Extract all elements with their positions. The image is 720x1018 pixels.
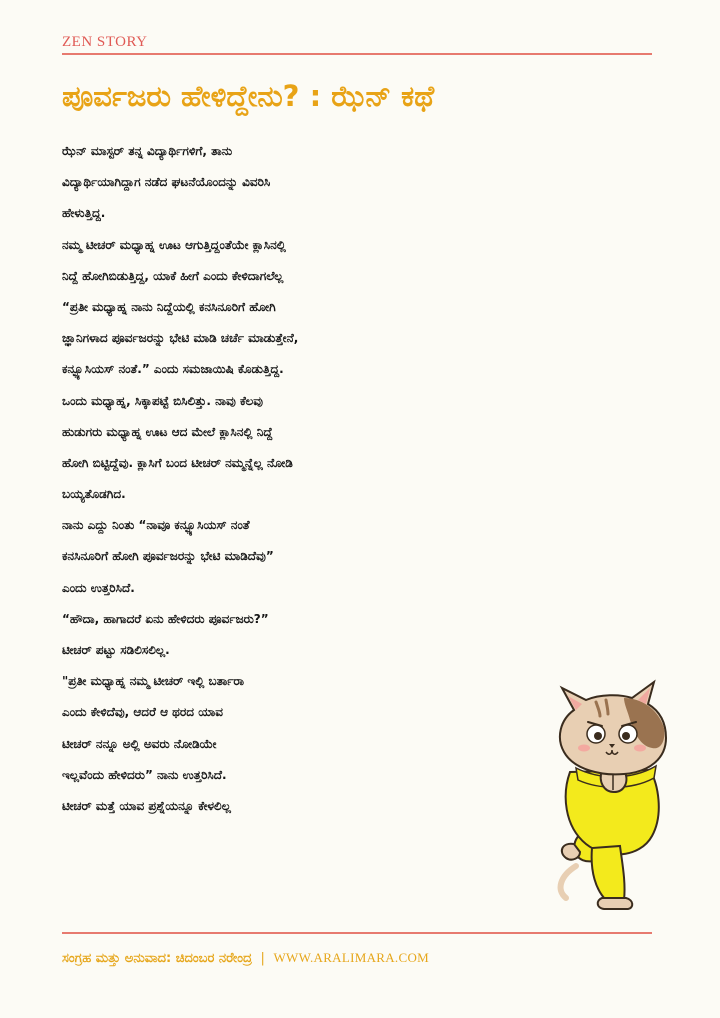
story-line: ಬಯ್ಯತೊಡಗಿದ. — [62, 487, 126, 502]
story-line: ಹೇಳುತ್ತಿದ್ದ. — [62, 206, 106, 221]
story-line: ಒಂದು ಮಧ್ಯಾಹ್ನ, ಸಿಕ್ಕಾಪಟ್ಟೆ ಬಿಸಿಲಿತ್ತು. ನಾವು ಕೆಲವು — [62, 393, 264, 408]
footer-website-link[interactable]: WWW.ARALIMARA.COM — [273, 950, 429, 965]
story-line: ಟೀಚರ್ ನನ್ನೂ ಅಲ್ಲಿ ಅವರು ನೋಡಿಯೇ — [62, 736, 217, 751]
story-line: ವಿದ್ಯಾರ್ಥಿಯಾಗಿದ್ದಾಗ ನಡೆದ ಘಟನೆಯೊಂದನ್ನು ವಿವರಿಸಿ — [62, 175, 271, 190]
story-line: "ಪ್ರತೀ ಮಧ್ಯಾಹ್ನ ನಮ್ಮ ಟೀಚರ್ ಇಲ್ಲಿ ಬರ್ತಾರಾ — [62, 674, 245, 689]
story-line: ಇಲ್ಲವೆಂದು ಹೇಳಿದರು” ನಾನು ಉತ್ತರಿಸಿದೆ. — [62, 767, 227, 782]
story-line: ನಾನು ಎದ್ದು ನಿಂತು “ನಾವೂ ಕನ್ಫ್ಯೂಸಿಯಸ್ ನಂತೆ — [62, 518, 250, 533]
story-line: ಕನಸಿನೂರಿಗೆ ಹೋಗಿ ಪೂರ್ವಜರನ್ನು ಭೇಟಿ ಮಾಡಿದೆವು” — [62, 549, 274, 564]
footer-separator: | — [260, 951, 265, 966]
story-line: ಕನ್ಫ್ಯೂಸಿಯಸ್ ನಂತೆ.” ಎಂದು ಸಮಜಾಯಿಷಿ ಕೊಡುತ್ತಿದ್ದ. — [62, 362, 284, 377]
story-line: “ಪ್ರತೀ ಮಧ್ಯಾಹ್ನ ನಾನು ನಿದ್ದೆಯಲ್ಲಿ ಕನಸಿನೂರಿಗೆ ಹೋಗಿ — [62, 299, 276, 314]
story-line: ನಮ್ಮ ಟೀಚರ್ ಮಧ್ಯಾಹ್ನ ಊಟ ಆಗುತ್ತಿದ್ದಂತೆಯೇ ಕ್ಲಾಸಿನಲ್ಲಿ — [62, 237, 286, 252]
series-label: ZEN STORY — [62, 34, 148, 50]
story-line: “ಹೌದಾ, ಹಾಗಾದರೆ ಏನು ಹೇಳಿದರು ಪೂರ್ವಜರು?” — [62, 611, 269, 626]
story-line: ಜ್ಞಾನಿಗಳಾದ ಪೂರ್ವಜರನ್ನು ಭೇಟಿ ಮಾಡಿ ಚರ್ಚೆ ಮಾಡುತ್ತೇನೆ, — [62, 331, 299, 346]
footer-credit: ಸಂಗ್ರಹ ಮತ್ತು ಅನುವಾದ: ಚಿದಂಬರ ನರೇಂದ್ರ — [62, 951, 252, 966]
story-line: ನಿದ್ದೆ ಹೋಗಿಬಿಡುತ್ತಿದ್ದ, ಯಾಕೆ ಹೀಗೆ ಎಂದು ಕೇಳಿದಾಗಲೆಲ್ಲ — [62, 268, 284, 283]
story-line: ಹುಡುಗರು ಮಧ್ಯಾಹ್ನ ಊಟ ಆದ ಮೇಲೆ ಕ್ಲಾಸಿನಲ್ಲಿ ನಿದ್ದೆ — [62, 424, 273, 439]
story-line: ಎಂದು ಕೇಳಿದೆವು, ಆದರೆ ಆ ಥರದ ಯಾವ — [62, 705, 223, 720]
top-divider — [62, 53, 652, 55]
footer — [62, 950, 429, 966]
story-title: ಪೂರ್ವಜರು ಹೇಳಿದ್ದೇನು? : ಝೆನ್ ಕಥೆ — [62, 79, 435, 113]
story-line: ಟೀಚರ್ ಪಟ್ಟು ಸಡಿಲಿಸಲಿಲ್ಲ. — [62, 643, 170, 657]
story-line: ಝೆನ್ ಮಾಸ್ಟರ್ ತನ್ನ ವಿದ್ಯಾರ್ಥಿಗಳಿಗೆ, ತಾನು — [62, 144, 233, 158]
story-line: ಹೋಗಿ ಬಿಟ್ಟಿದ್ದೆವು. ಕ್ಲಾಸಿಗೆ ಬಂದ ಟೀಚರ್ ನಮ್ಮನ್ನೆಲ್ಲ ನೋಡಿ — [62, 455, 293, 470]
story-line: ಎಂದು ಉತ್ತರಿಸಿದೆ. — [62, 580, 135, 595]
bottom-divider — [62, 932, 652, 934]
story-line: ಟೀಚರ್ ಮತ್ತೆ ಯಾವ ಪ್ರಶ್ನೆಯನ್ನೂ ಕೇಳಲಿಲ್ಲ — [62, 798, 231, 813]
cat-yoga-pose-icon — [540, 676, 680, 912]
